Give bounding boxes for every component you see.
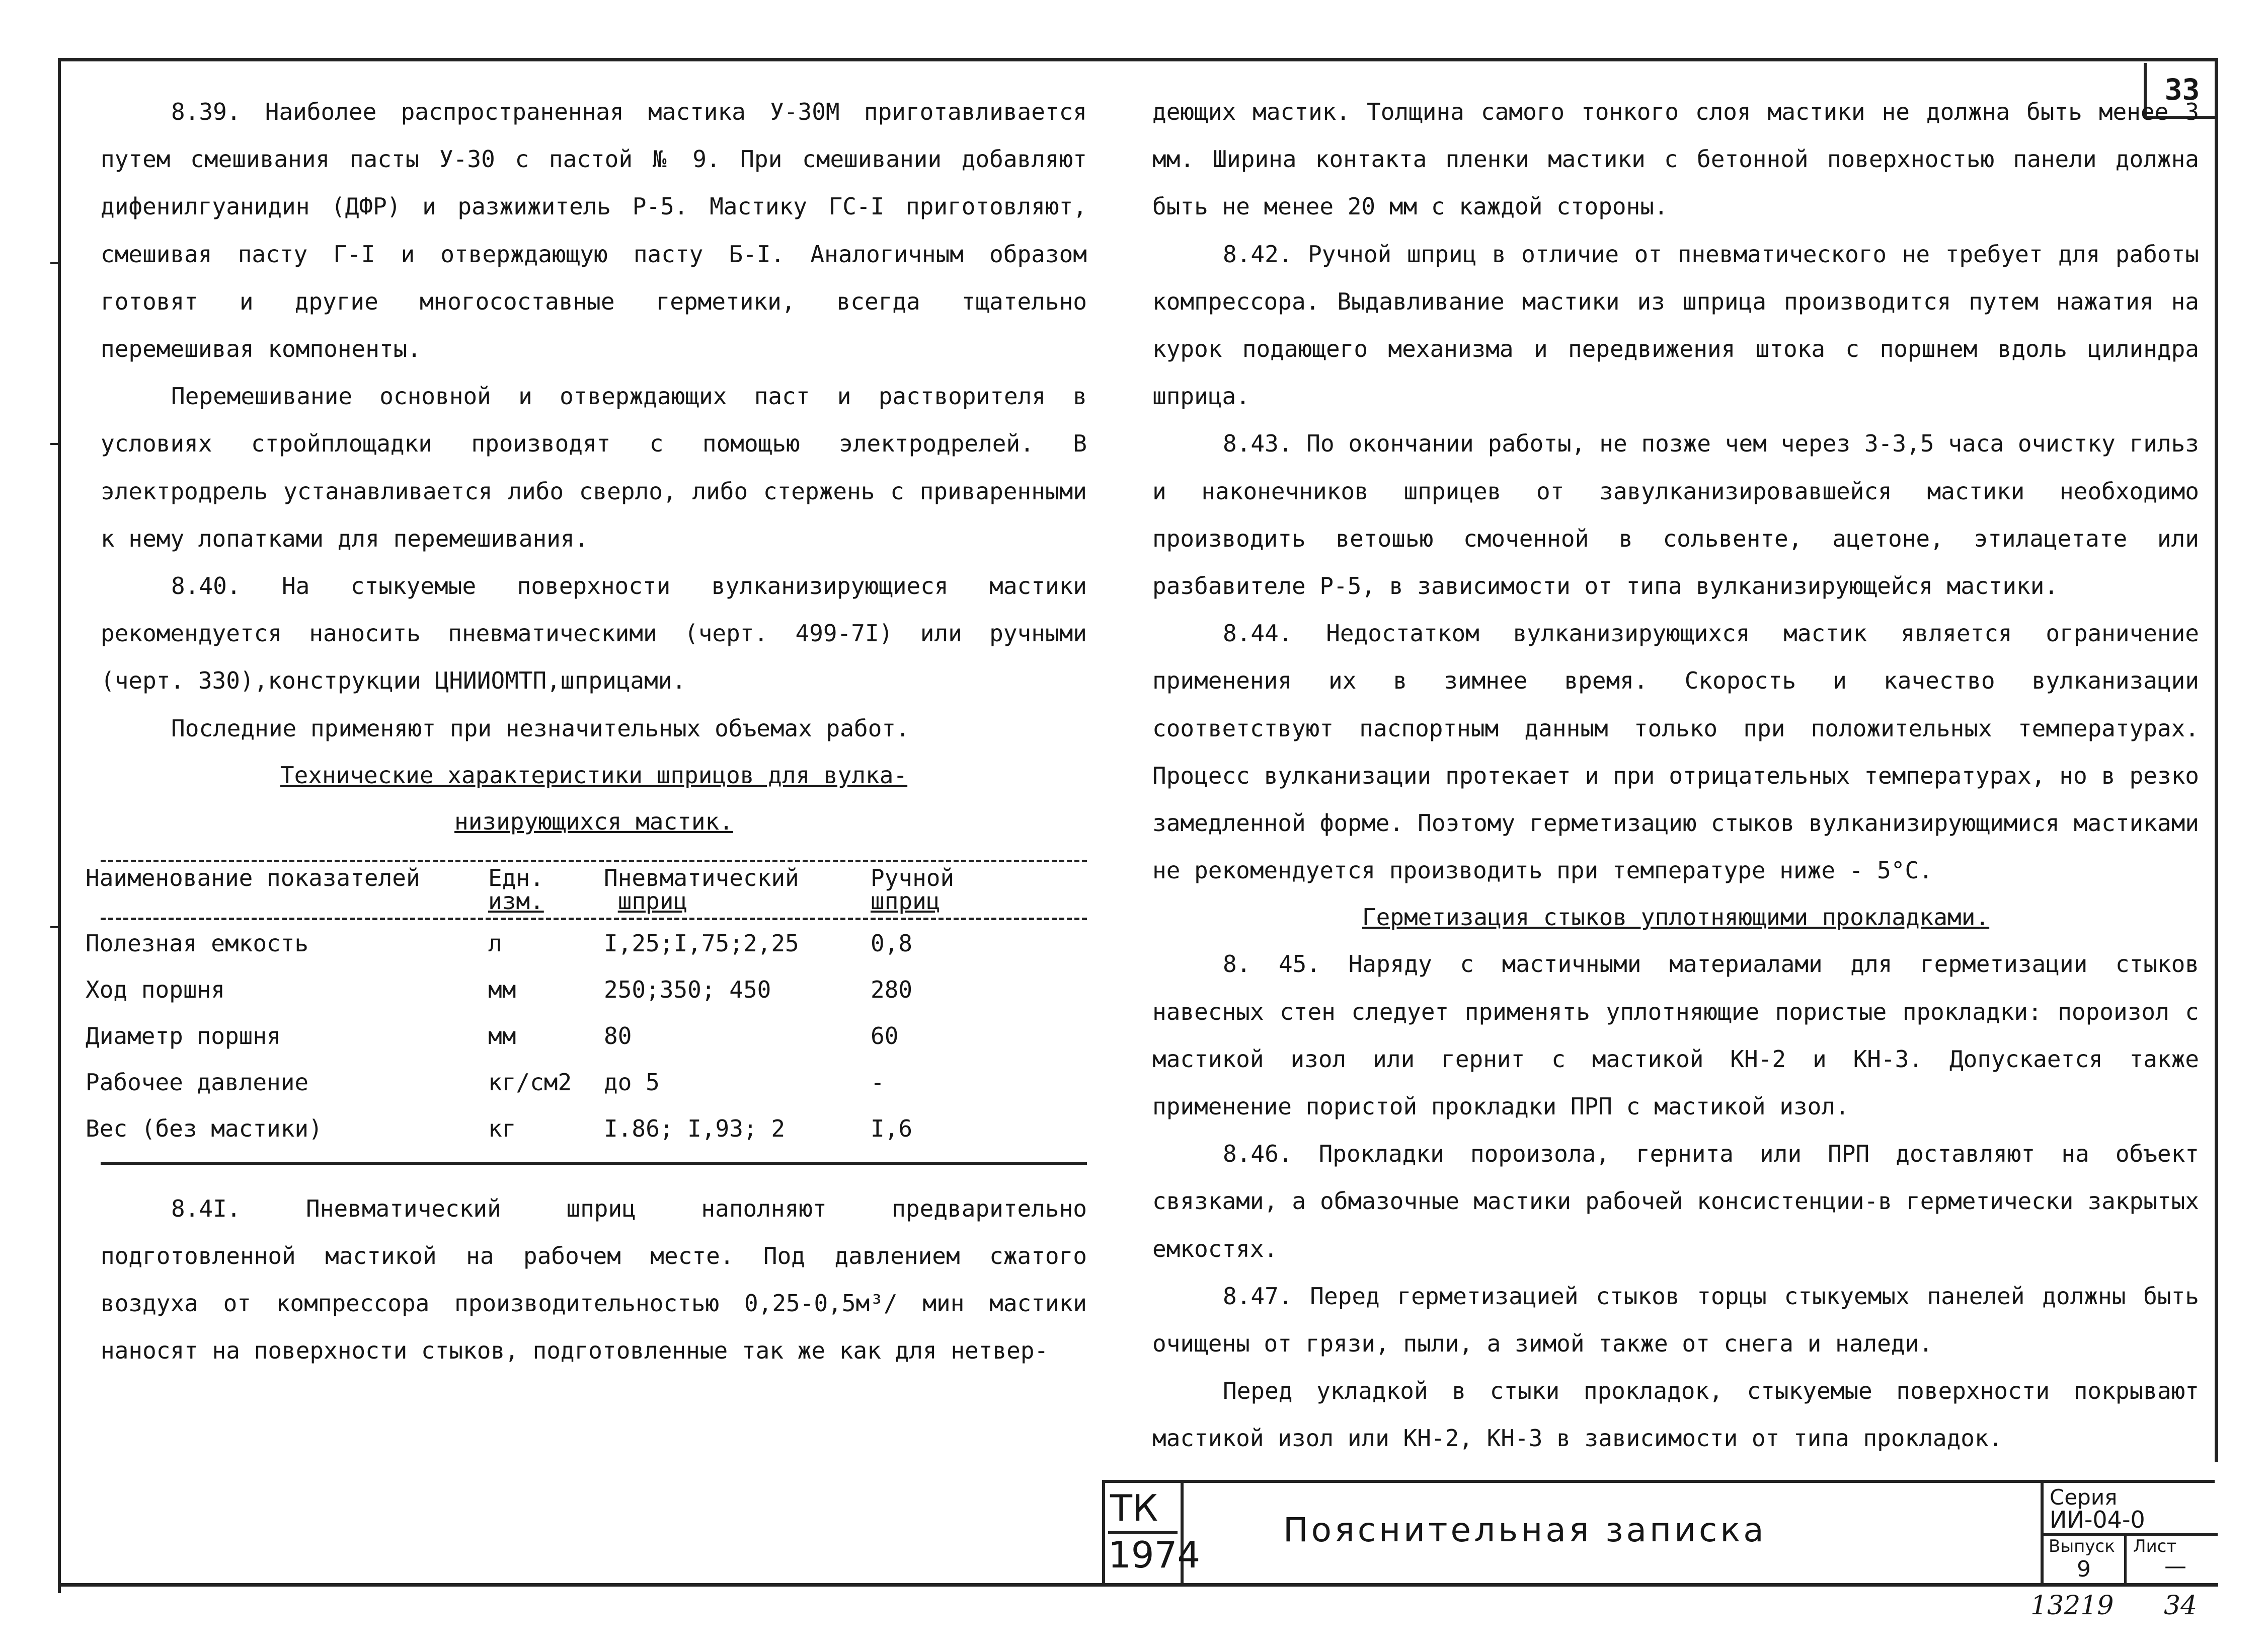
syringe-spec-table bbox=[86, 860, 1087, 1165]
paragraph-8-40: 8.40. На стыкуемые поверхности вулканизирующиеся мастики рекомендуется наносить пневматическими (черт. 499-7I) или ручными (черт. 330),конструкции ЦНИИОМТП,шприцами. bbox=[101, 572, 1101, 695]
cell-pneumatic: 80 bbox=[604, 1022, 632, 1050]
cell-name: Полезная емкость bbox=[86, 929, 309, 957]
table-header-row bbox=[86, 862, 1087, 918]
cell-pneumatic: I.86; I,93; 2 bbox=[604, 1114, 786, 1142]
cell-pneumatic: I,25;I,75;2,25 bbox=[604, 929, 799, 957]
tk-year: 1974 bbox=[1108, 1531, 1178, 1576]
table-title-line-2: низирующихся мастик. bbox=[454, 807, 733, 835]
left-column bbox=[86, 88, 1101, 1375]
header-name: Наименование показателей bbox=[86, 864, 420, 891]
page-border-right bbox=[2215, 58, 2218, 1462]
cell-manual: 280 bbox=[871, 976, 913, 1003]
sheet-value: — bbox=[2164, 1553, 2186, 1579]
paragraph-8-45: 8. 45. Наряду с мастичными материалами для герметизации стыков навесных стен следует применять уплотняющие пористые прокладки: пороизол с мастикой изол или гернит с мастикой КН-2 и КН-3. Допускается также применение пористой прокладки ПРП с мастикой изол. bbox=[1152, 950, 2213, 1120]
page-border-top bbox=[58, 58, 2218, 61]
paragraph-mixing: Перемешивание основной и отверждающих паст и растворителя в условиях стройплощадки производят с помощью электродрелей. В электродрель устанавливается либо сверло, либо стержень с приваренными к нему лопатками для перемешивания. bbox=[101, 383, 1101, 552]
table-body bbox=[86, 920, 1087, 1152]
margin-tick bbox=[50, 262, 60, 264]
paragraph-8-44: 8.44. Недостатком вулканизирующихся мастик является ограничение применения их в зимнее время. Скорость и качество вулканизации соответствуют паспортным данным только при положительных температурах. Процесс вулканизации протекает и при отрицательных температурах, но в резко замедленной форме. Поэтому герметизацию стыков вулканизирующимися мастиками не рекомендуется производить при температуре ниже - 5°С. bbox=[1152, 620, 2213, 884]
page-number: 33 bbox=[2144, 63, 2218, 119]
paragraph-8-39: 8.39. Наиболее распространенная мастика У-30М приготавливается путем смешивания пасты У-30 с пастой № 9. При смешивании добавляют дифенилгуанидин (ДФР) и разжижитель Р-5. Мастику ГС-I приготовляют, смешивая пасту Г-I и отверждающую пасту Б-I. Аналогичным образом готовят и другие многосоставные герметики, всегда тщательно перемешивая компоненты. bbox=[101, 98, 1101, 363]
table-bottom-line bbox=[101, 1162, 1087, 1165]
cell-unit: кг bbox=[488, 1114, 516, 1142]
right-column bbox=[1152, 88, 2213, 1462]
cell-name: Ход поршня bbox=[86, 976, 225, 1003]
cell-name: Диаметр поршня bbox=[86, 1022, 281, 1050]
cell-manual: 0,8 bbox=[871, 929, 913, 957]
table-row bbox=[86, 966, 1087, 1013]
table-row bbox=[86, 1105, 1087, 1152]
series-value: ИИ-04-0 bbox=[2050, 1506, 2145, 1533]
header-pneumatic: Пневматический шприц bbox=[604, 864, 799, 915]
paragraph-8-41: 8.4I. Пневматический шприц наполняют предварительно подготовленной мастикой на рабочем месте. Под давлением сжатого воздуха от компрессора производительностью 0,25-0,5м³/ мин мастики наносят на поверхности стыков, подготовленные так же как для нетвер- bbox=[101, 1194, 1101, 1365]
table-row bbox=[86, 920, 1087, 966]
cell-name: Вес (без мастики) bbox=[86, 1114, 323, 1142]
cell-unit: кг/см2 bbox=[488, 1068, 572, 1096]
series-label: Серия bbox=[2050, 1485, 2118, 1510]
cell-pneumatic: 250;350; 450 bbox=[604, 976, 771, 1003]
handwritten-sheet: 34 bbox=[2164, 1591, 2198, 1621]
table-title-line-1: Технические характеристики шприцов для вулка- bbox=[280, 761, 908, 789]
handwritten-number: 13219 bbox=[2030, 1591, 2114, 1621]
sheet-label: Лист bbox=[2133, 1536, 2177, 1556]
document-title: Пояснительная записка bbox=[1283, 1511, 1767, 1549]
cell-name: Рабочее давление bbox=[86, 1068, 309, 1096]
issue-value: 9 bbox=[2077, 1556, 2091, 1582]
cell-pneumatic: до 5 bbox=[604, 1068, 660, 1096]
issue-label: Выпуск bbox=[2049, 1536, 2115, 1556]
table-row bbox=[86, 1059, 1087, 1105]
header-manual: Ручной шприц bbox=[871, 864, 955, 915]
paragraph-8-46: 8.46. Прокладки пороизола, гернита или ПРП доставляют на объект связками, а обмазочные мастики рабочей консистенции-в герметически закрытых емкостях. bbox=[1152, 1140, 2213, 1262]
tk-label: ТК bbox=[1110, 1487, 1158, 1529]
paragraph-8-43: 8.43. По окончании работы, не позже чем через 3-3,5 часа очистку гильз и наконечников шприцев от завулканизировавшейся мастики необходимо производить ветошью смоченной в сольвенте, ацетоне, этилацетате или разбавителе Р-5, в зависимости от типа вулканизирующейся мастики. bbox=[1152, 430, 2213, 600]
cell-manual: 60 bbox=[871, 1022, 899, 1050]
cell-unit: л bbox=[488, 929, 502, 957]
margin-tick bbox=[50, 926, 60, 928]
page-border-left bbox=[58, 58, 61, 1593]
series-box bbox=[2041, 1483, 2218, 1586]
paragraph-8-42: 8.42. Ручной шприц в отличие от пневматического не требует для работы компрессора. Выдавливание мастики из шприца производится путем нажатия на курок подающего механизма и передвижения штока с поршнем вдоль цилиндра шприца. bbox=[1152, 240, 2213, 410]
paragraph-before-laying: Перед укладкой в стыки прокладок, стыкуемые поверхности покрывают мастикой изол или КН-2, КН-3 в зависимости от типа прокладок. bbox=[1152, 1377, 2213, 1452]
header-unit: Едн. изм. bbox=[488, 864, 544, 915]
paragraph-last-used: Последние применяют при незначительных объемах работ. bbox=[171, 714, 910, 742]
tk-box bbox=[1102, 1483, 1201, 1586]
paragraph-8-47: 8.47. Перед герметизацией стыков торцы стыкуемых панелей должны быть очищены от грязи, пыли, а зимой также от снега и наледи. bbox=[1152, 1282, 2213, 1358]
paragraph-continuation: деющих мастик. Толщина самого тонкого слоя мастики не должна быть менее 3 мм. Ширина контакта пленки мастики с бетонной поверхностью панели должна быть не менее 20 мм с каждой стороны. bbox=[1152, 98, 2213, 220]
cell-manual: I,6 bbox=[871, 1114, 913, 1142]
cell-unit: мм bbox=[488, 976, 516, 1003]
cell-unit: мм bbox=[488, 1022, 516, 1050]
cell-manual: - bbox=[871, 1068, 885, 1096]
margin-tick bbox=[50, 443, 60, 445]
table-row bbox=[86, 1013, 1087, 1059]
section-title-gaskets: Герметизация стыков уплотняющими прокладками. bbox=[1362, 904, 1990, 931]
title-block bbox=[1102, 1480, 2215, 1586]
